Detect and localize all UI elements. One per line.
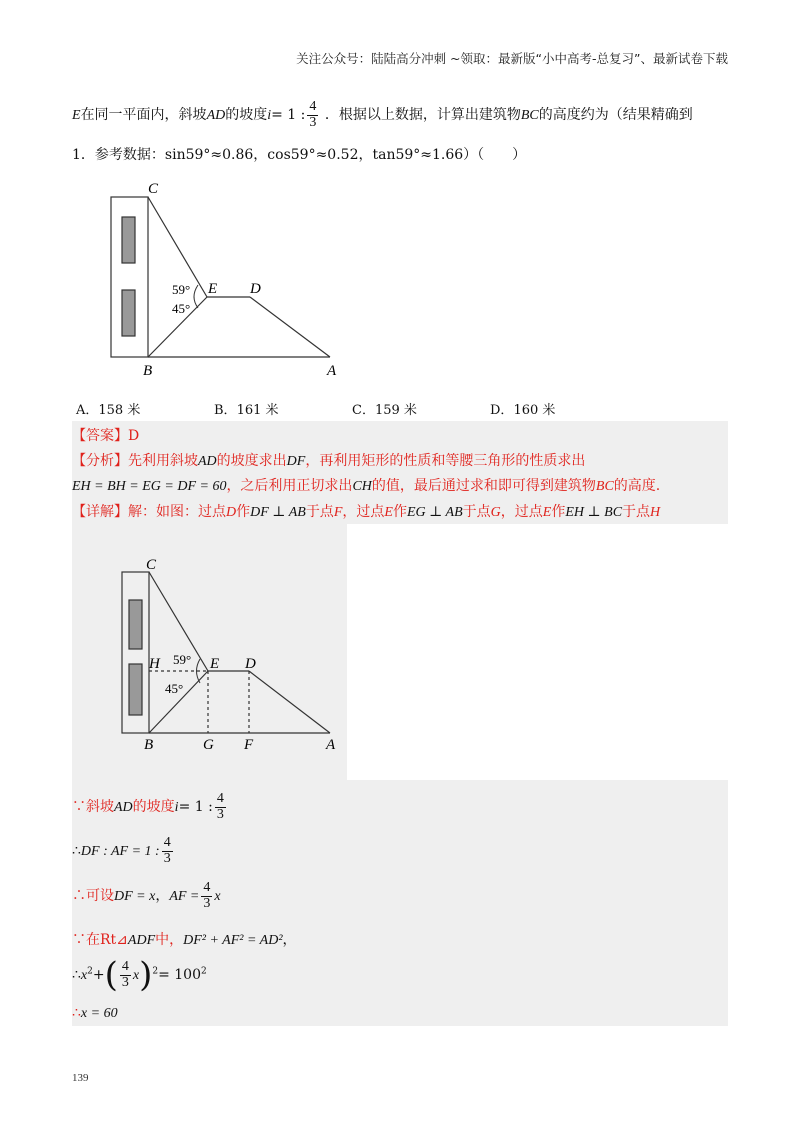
exponent: 2 — [201, 966, 207, 977]
detail-text: ，过点 — [342, 504, 385, 520]
question-line-2: 1．参考数据：sin59°≈0.86，cos59°≈0.52，tan59°≈1.66）（ ） — [72, 147, 527, 163]
analysis-tag: 【分析】 — [72, 453, 128, 469]
step-text: 的坡度 — [132, 799, 175, 816]
option-a[interactable] — [76, 399, 140, 418]
step-math: = 100 — [158, 967, 201, 983]
analysis-line-2 — [72, 475, 660, 495]
label-e: E — [208, 281, 218, 297]
q-text: 的高度约为（结果精确到 — [538, 107, 693, 124]
q-ratio: = 1 : — [271, 107, 306, 124]
var-d: D — [226, 505, 237, 520]
building-window-top — [122, 217, 135, 263]
fraction — [201, 881, 212, 911]
label-b: B — [144, 737, 154, 753]
option-letter: D． — [490, 403, 514, 418]
frac-num: 4 — [163, 835, 171, 850]
detail-text: 于点 — [305, 504, 334, 520]
step-math: DF : AF = 1 : — [80, 844, 160, 860]
var-e: E — [542, 505, 552, 520]
left-paren: ( — [104, 955, 118, 995]
therefore-symbol: ∴ — [72, 843, 81, 860]
frac-num: 4 — [309, 99, 317, 114]
analysis-text: ，之后利用正切求出 — [226, 478, 353, 494]
var-ad: AD — [206, 108, 226, 124]
q-text: 在同一平面内，斜坡 — [80, 107, 207, 124]
step-math: = 1 : — [178, 799, 213, 816]
option-letter: A． — [76, 403, 99, 418]
label-angle-45: 45° — [165, 681, 184, 696]
label-d: D — [245, 656, 256, 672]
step-3 — [72, 881, 221, 911]
option-d[interactable] — [490, 399, 555, 418]
var-ch: CH — [352, 479, 372, 494]
var-df: DF — [286, 454, 306, 469]
exponent: 2 — [152, 966, 159, 977]
figure-1 — [100, 178, 360, 380]
var-ad: AD — [198, 454, 217, 469]
var-i: i — [267, 108, 272, 124]
analysis-text: 先利用斜坡 — [128, 453, 198, 469]
figure-2 — [110, 550, 350, 755]
detail-text: 作 — [392, 504, 407, 520]
step-1 — [72, 792, 228, 822]
header-note: 关注公众号：陆陆高分冲刺 ~领取：最新版“小中高考-总复习”、最新试卷下载 — [296, 51, 728, 66]
option-text: 161 米 — [236, 403, 279, 418]
frac-num: 4 — [121, 958, 129, 974]
label-a: A — [326, 737, 336, 753]
math-expression: EH = BH = EG = DF = 60 — [72, 479, 227, 494]
building-window-bottom — [122, 290, 135, 336]
detail-text: 解：如图：过点 — [128, 504, 226, 520]
option-c[interactable] — [352, 399, 417, 418]
step-math: AF = — [169, 889, 200, 905]
frac-den: 3 — [121, 974, 129, 990]
option-letter: B． — [214, 403, 237, 418]
answer-value: D — [128, 428, 140, 444]
exponent: 2 — [87, 966, 93, 977]
step-5 — [72, 955, 207, 995]
label-d: D — [250, 281, 261, 297]
detail-text: 于点 — [622, 504, 651, 520]
detail-tag: 【详解】 — [72, 504, 128, 520]
var-e: E — [384, 505, 393, 520]
because-symbol: ∵ — [72, 932, 86, 948]
answer-line — [72, 425, 139, 445]
fraction — [120, 960, 131, 990]
q-text: ．根据以上数据，计算出建筑物 — [324, 107, 521, 124]
math-expression: EH ⊥ BC — [565, 505, 623, 520]
step-text: 在Rt⊿ — [86, 932, 128, 948]
option-text: 158 米 — [98, 403, 141, 418]
label-g: G — [203, 737, 214, 753]
option-letter: C． — [352, 403, 375, 418]
analysis-text: 的坡度求出 — [216, 453, 287, 469]
var-x: x — [80, 968, 88, 983]
option-text: 160 米 — [513, 403, 556, 418]
building-window-bottom — [129, 664, 142, 715]
label-h: H — [149, 656, 160, 672]
label-e: E — [210, 656, 220, 672]
var-bc: BC — [595, 479, 614, 494]
step-text: 可设 — [86, 888, 114, 905]
frac-num: 4 — [203, 880, 211, 895]
detail-line — [72, 501, 660, 521]
var-x: x — [214, 889, 221, 905]
therefore-symbol: ∴ — [72, 967, 81, 983]
answer-tag: 【答案】 — [72, 428, 128, 444]
var-x: x — [132, 968, 140, 983]
step-text: ， — [155, 888, 170, 905]
page-number: 139 — [72, 1072, 89, 1084]
math-expression: EG ⊥ AB — [406, 505, 463, 520]
var-h: H — [650, 505, 661, 520]
detail-text: 作 — [551, 504, 566, 520]
line-da — [250, 297, 330, 357]
analysis-text: ，再利用矩形的性质和等腰三角形的性质求出 — [305, 453, 586, 469]
var-bc: BC — [520, 108, 539, 124]
var-i: i — [174, 800, 179, 816]
label-angle-59: 59° — [172, 282, 191, 297]
line-da — [249, 671, 330, 733]
var-g: G — [490, 505, 501, 520]
math-expression: DF ⊥ AB — [250, 505, 306, 520]
because-symbol: ∵ — [72, 799, 86, 816]
detail-text: 作 — [236, 504, 251, 520]
step-text: 斜坡 — [86, 799, 114, 816]
step-math: DF² + AF² = AD² — [183, 933, 283, 948]
var-adf: ADF — [127, 933, 156, 948]
step-text: 中， — [155, 932, 184, 948]
frac-den: 3 — [163, 850, 171, 866]
var-ad: AD — [114, 800, 133, 816]
detail-text: ，过点 — [500, 504, 543, 520]
plus-sign: + — [92, 967, 105, 983]
step-6 — [72, 1005, 118, 1022]
analysis-line-1 — [72, 450, 585, 470]
analysis-text: 的高度. — [613, 478, 661, 494]
label-b: B — [143, 363, 153, 379]
frac-den: 3 — [216, 806, 224, 822]
frac-num: 4 — [216, 791, 224, 806]
step-text: ， — [282, 932, 297, 948]
var-f: F — [333, 505, 343, 520]
analysis-text: 的值，最后通过求和即可得到建筑物 — [371, 478, 596, 494]
therefore-symbol: ∴ — [72, 1005, 81, 1021]
step-4 — [72, 929, 297, 949]
label-c: C — [148, 181, 159, 197]
label-a: A — [327, 363, 337, 379]
fraction — [162, 836, 173, 866]
therefore-symbol: ∴ — [72, 888, 86, 905]
step-math: x = 60 — [80, 1006, 118, 1021]
q-text: 的坡度 — [225, 107, 268, 124]
label-c: C — [146, 557, 157, 573]
var-e: E — [72, 108, 81, 124]
option-b[interactable] — [214, 399, 279, 418]
building-window-top — [129, 600, 142, 649]
fraction — [307, 100, 318, 130]
step-math: DF = x — [114, 889, 156, 905]
detail-text: 于点 — [462, 504, 491, 520]
label-f: F — [244, 737, 254, 753]
angle-arc — [194, 285, 198, 308]
label-angle-45: 45° — [172, 301, 191, 316]
option-text: 159 米 — [374, 403, 417, 418]
frac-den: 3 — [309, 114, 317, 130]
right-paren: ) — [139, 955, 153, 995]
step-2 — [72, 836, 175, 866]
question-line-1 — [72, 100, 693, 130]
frac-den: 3 — [203, 895, 211, 911]
label-angle-59: 59° — [173, 652, 192, 667]
fraction — [215, 792, 226, 822]
